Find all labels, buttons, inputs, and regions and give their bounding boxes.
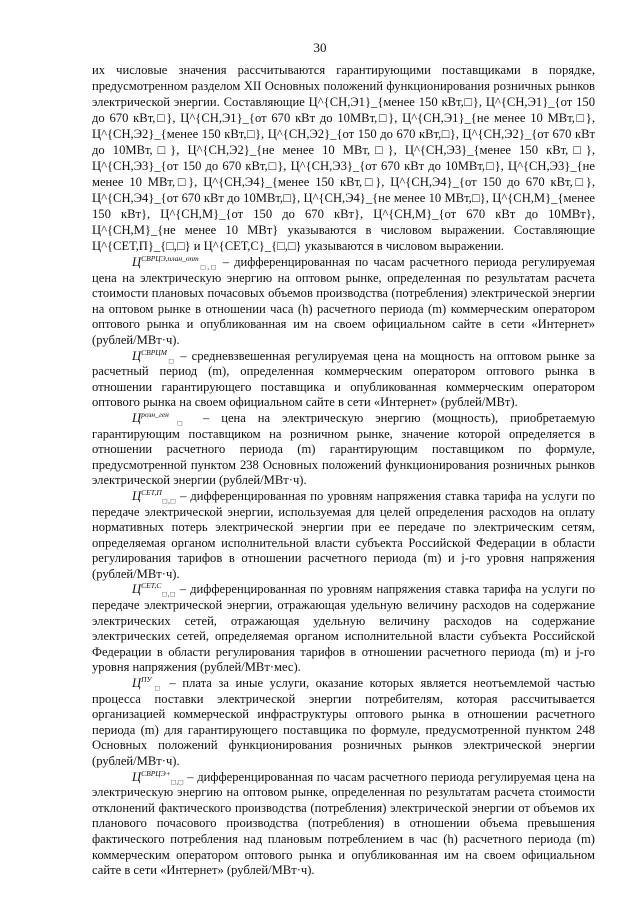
document-content <box>92 62 595 879</box>
formula-symbol: $Ц^{СВРЦЭ,план\_опт}_{□,□}$ <box>132 253 218 272</box>
intro-paragraph <box>92 62 595 254</box>
definition-paragraph <box>92 349 595 411</box>
definition-paragraph <box>92 411 595 489</box>
intro-text: их числовые значения рассчитываются гарантирующими поставщиками в порядке, предусмотренном разделом XII Основных положений функционирования розничных рынков электрической энергии. Составляющие <box>92 63 595 109</box>
formula-symbol: $Ц^{СВРЦЭ+}_{□,□}$ <box>132 768 184 787</box>
intro-tail: указываются в числовом выражении. Составляющие Ц^{СЕТ,П}_{□,□} и Ц^{СЕТ,С}_{□,□} указываются в числовом выражении. <box>92 223 595 253</box>
formula-symbol: $Ц^{СВРЦМ}_□$ <box>132 347 176 366</box>
formula-symbol: $Ц^{СЕТ,П}_{□,□}$ <box>132 487 177 506</box>
formula-list: Ц^{СН,Э1}_{менее 150 кВт,□}, Ц^{СН,Э1}_{от 150 до 670 кВт,□}, Ц^{СН,Э1}_{от 670 кВт до 10МВт,□}, Ц^{СН,Э1}_{не менее 10 МВт,□}, Ц^{СН,Э2}_{менее 150 кВт,□}, Ц^{СН,Э2}_{от 150 до 670 кВт,□}, Ц^{СН,Э2}_{от 670 кВт до 10МВт,□}, Ц^{СН,Э2}_{не менее 10 МВт,□}, Ц^{СН,Э3}_{менее 150 кВт,□}, Ц^{СН,Э3}_{от 150 до 670 кВт,□}, Ц^{СН,Э3}_{от 670 кВт до 10МВт,□}, Ц^{СН,Э3}_{не менее 10 МВт,□}, Ц^{СН,Э4}_{менее 150 кВт,□}, Ц^{СН,Э4}_{от 150 до 670 кВт,□}, Ц^{СН,Э4}_{от 670 кВт до 10МВт,□}, Ц^{СН,Э4}_{не менее 10 МВт,□}, Ц^{СН,М}_{менее 150 кВт}, Ц^{СН,М}_{от 150 до 670 кВт}, Ц^{СН,М}_{от 670 кВт до 10МВт}, Ц^{СН,М}_{не менее 10 МВт} <box>92 95 595 237</box>
definition-paragraph <box>92 770 595 879</box>
formula-symbol: $Ц^{ПУ}_□$ <box>132 674 163 693</box>
formula-symbol: $Ц^{СЕТ,С}_{□,□}$ <box>132 581 176 599</box>
definition-text: – дифференцированная по уровням напряжения ставка тарифа на услуги по передаче электрической энергии, используемая для целей определения расходов на оплату нормативных потерь электрической энергии при ее передаче по электрическим сетям, определяемая органом исполнительной власти субъекта Российской Федерации в области регулирования тарифов в отношении расчетного периода (m) и j-го уровня напряжения (рублей/МВт·ч). <box>92 488 596 581</box>
page-number: 30 <box>313 40 327 55</box>
definition-text: – средневзвешенная регулируемая цена на мощность на оптовом рынке за расчетный период (m), определенная коммерческим оператором оптового рынка в отношении гарантирующего поставщика и опубликованная коммерческим оператором оптового рынка на своем официальном сайте в сети «Интернет» (рублей/МВт). <box>92 348 595 410</box>
definition-text: – цена на электрическую энергию (мощность), приобретаемую гарантирующим поставщиком на розничном рынке, значение которой определяется в отношении расчетного периода (m) гарантирующим поставщиком по формуле, предусмотренной пунктом 238 Основных положений функционирования розничных рынков электрической энергии (рублей/МВт·ч). <box>92 410 595 488</box>
definition-paragraph <box>92 582 595 676</box>
definition-text: – дифференцированная по часам расчетного периода регулируемая цена на электрическую энергию на оптовом рынке, определенная по результатам расчета стоимости плановых почасовых объемов производства (потребления) электрической энергии на оптовом рынке в отношении часа (h) расчетного периода (m) коммерческим оператором оптового рынка и опубликованная им на своем официальном сайте в сети «Интернет» (рублей/МВт·ч). <box>92 255 595 347</box>
definition-paragraph <box>92 255 595 349</box>
definition-text: – дифференцированная по часам расчетного периода регулируемая цена на электрическую энергию на оптовом рынке, определенная по результатам расчета стоимости отклонений фактического производства (потребления) электрической энергии от объемов их планового почасового производства (потребления) в отношении объема превышения фактического потребления над плановым потреблением в час (h) расчетного периода (m) коммерческим оператором оптового рынка и опубликованная им на своем официальном сайте в сети «Интернет» (рублей/МВт·ч). <box>92 769 596 878</box>
formula-symbol: $Ц^{розн\_ген}_□$ <box>132 409 192 428</box>
definition-text: – дифференцированная по уровням напряжения ставка тарифа на услуги по передаче электрической энергии, отражающая удельную величину расходов на содержание электрических сетей, отражающая удельную величину расходов на содержание электрических сетей, определяемая органом исполнительной власти субъекта Российской Федерации в области регулирования тарифов в отношении расчетного периода (m) и j-го уровня напряжения (рублей/МВт·мес). <box>92 582 595 675</box>
definition-paragraph <box>92 676 595 770</box>
definition-text: – плата за иные услуги, оказание которых является неотъемлемой частью процесса поставки электрической энергии потребителям, которая рассчитывается организацией коммерческой инфраструктуры оптового рынка в отношении расчетного периода (m) для гарантирующего поставщика по формуле, предусмотренной пунктом 248 Основных положений функционирования розничных рынков электрической энергии (рублей/МВт·ч). <box>92 676 595 768</box>
definition-paragraph <box>92 489 595 583</box>
